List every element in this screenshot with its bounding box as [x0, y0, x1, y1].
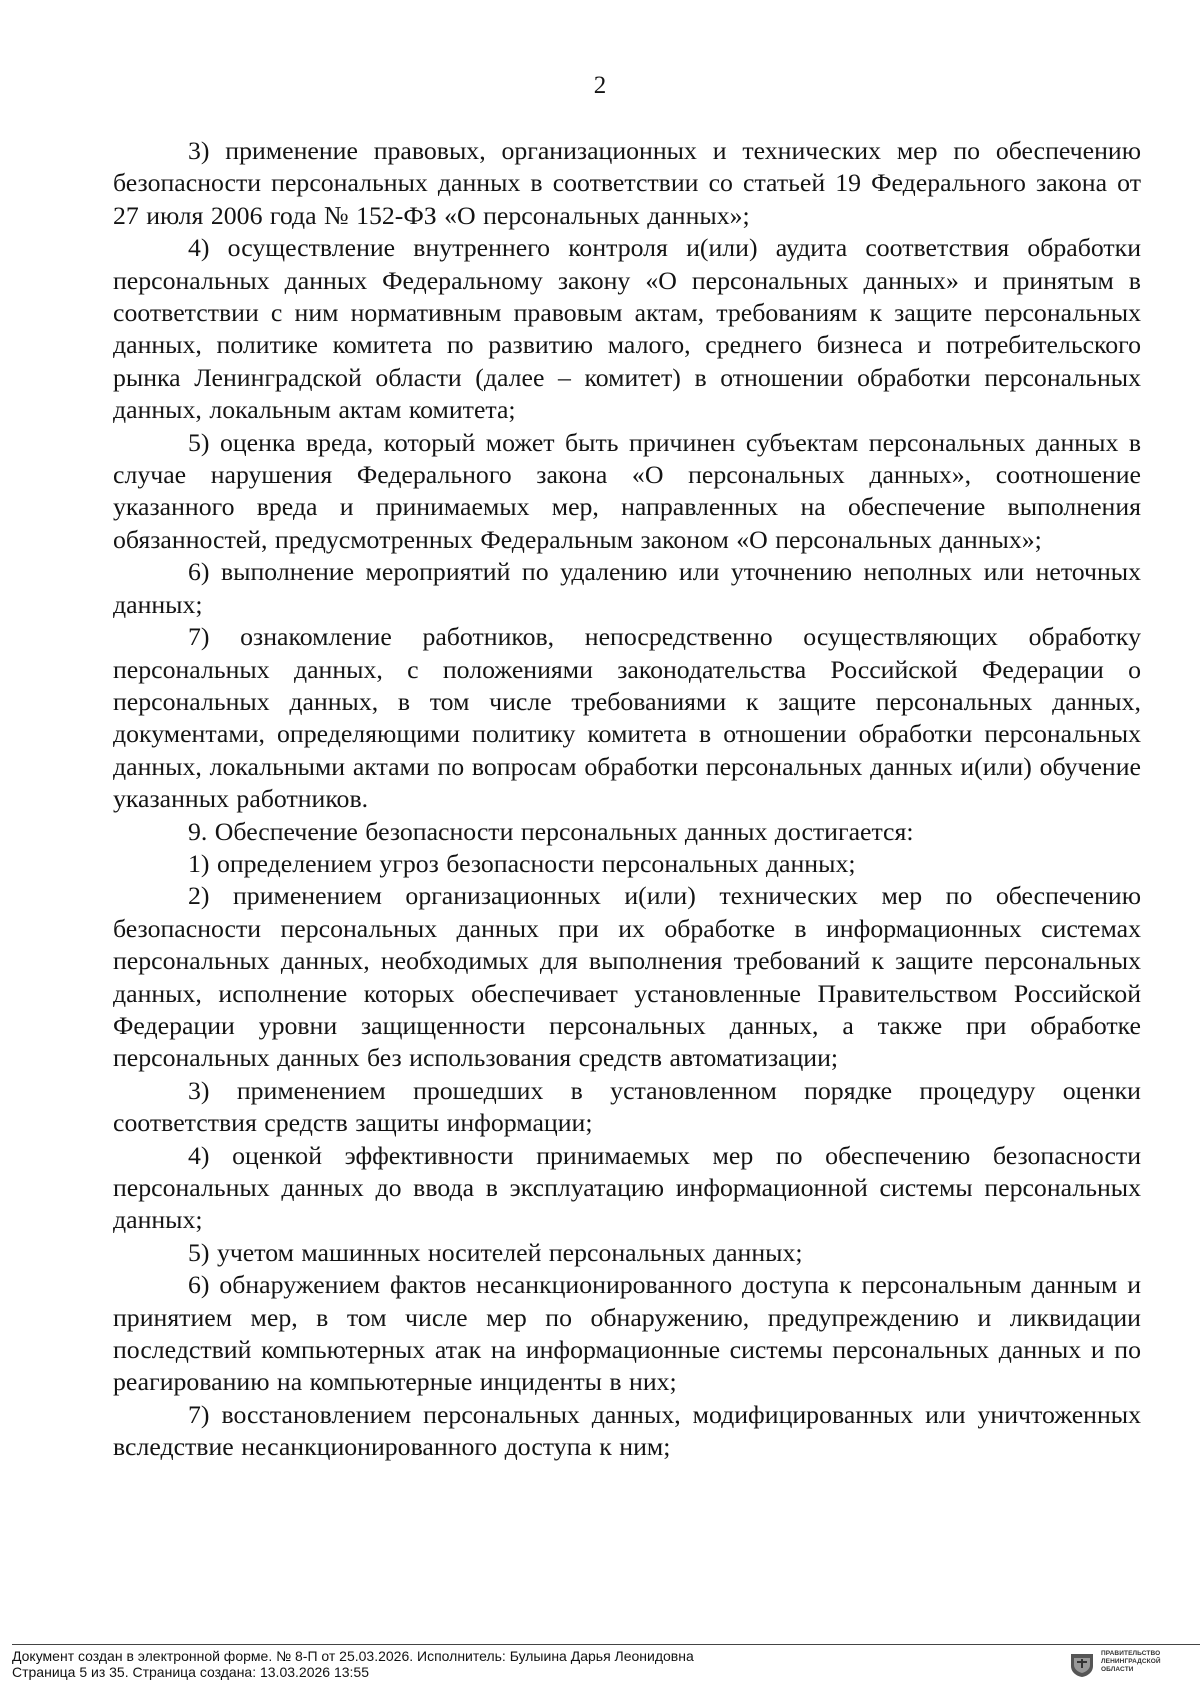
footer-document-info: Документ создан в электронной форме. № 8-П от 25.03.2026. Исполнитель: Булыина Дарья Леонидовна — [12, 1648, 694, 1664]
page-number: 2 — [593, 72, 607, 99]
logo-line-1: ПРАВИТЕЛЬСТВО — [1101, 1650, 1161, 1657]
clause-9-item-2: 2) применением организационных и(или) технических мер по обеспечению безопасности персональных данных при их обработке в информационных системах персональных данных, необходимых для выполнения требований к защите персональных данных, исполнение которых обеспечивает установленные Правительством Российской Федерации уровни защищенности персональных данных, а также при обработке персональных данных без использования средств автоматизации; — [113, 881, 1141, 1073]
clause-9-item-3: 3) применением прошедших в установленном порядке процедуру оценки соответствия средств защиты информации; — [113, 1075, 1141, 1138]
paragraph-item-4: 4) осуществление внутреннего контроля и(или) аудита соответствия обработки персональных данных Федеральному закону «О персональных данных» и принятым в соответствии с ним нормативным правовым актам, требованиям к защите персональных данных, политике комитета по развитию малого, среднего бизнеса и потребительского рынка Ленинградской области (далее – комитет) в отношении обработки персональных данных, локальным актам комитета; — [113, 233, 1141, 425]
footer-stamp — [12, 1648, 1012, 1680]
paragraph-item-7: 7) ознакомление работников, непосредственно осуществляющих обработку персональных данных, с положениями законодательства Российской Федерации о персональных данных, в том числе требованиями к защите персональных данных, документами, определяющими политику комитета в отношении обработки персональных данных, локальными актами по вопросам обработки персональных данных и(или) обучение указанных работников. — [113, 622, 1141, 814]
logo-line-3: ОБЛАСТИ — [1101, 1666, 1134, 1673]
paragraph-item-6: 6) выполнение мероприятий по удалению или уточнению неполных или неточных данных; — [113, 557, 1141, 619]
clause-9-item-4: 4) оценкой эффективности принимаемых мер по обеспечению безопасности персональных данных до ввода в эксплуатацию информационной системы персональных данных; — [113, 1140, 1141, 1235]
document-body — [113, 135, 1141, 1464]
footer-page-info: Страница 5 из 35. Страница создана: 13.03.2026 13:55 — [12, 1664, 369, 1680]
government-logo — [1069, 1650, 1197, 1684]
clause-9-item-1: 1) определением угроз безопасности персональных данных; — [188, 848, 856, 878]
footer-divider — [12, 1644, 1200, 1645]
paragraph-item-5: 5) оценка вреда, который может быть причинен субъектам персональных данных в случае нарушения Федерального закона «О персональных данных», соотношение указанного вреда и принимаемых мер, направленных на обеспечение выполнения обязанностей, предусмотренных Федеральным законом «О персональных данных»; — [113, 427, 1141, 554]
coat-of-arms-icon — [1069, 1652, 1095, 1678]
clause-9-heading: 9. Обеспечение безопасности персональных данных достигается: — [188, 816, 914, 846]
paragraph-item-3: 3) применение правовых, организационных и технических мер по обеспечению безопасности персональных данных в соответствии со статьей 19 Федерального закона от 27 июля 2006 года № 152-ФЗ «О персональных данных»; — [113, 136, 1141, 230]
clause-9-item-7: 7) восстановлением персональных данных, модифицированных или уничтоженных вследствие несанкционированного доступа к ним; — [113, 1399, 1141, 1462]
logo-line-2: ЛЕНИНГРАДСКОЙ — [1101, 1658, 1161, 1665]
logo-caption — [1101, 1650, 1161, 1674]
clause-9-item-6: 6) обнаружением фактов несанкционированного доступа к персональным данным и принятием мер, в том числе мер по обнаружению, предупреждению и ликвидации последствий компьютерных атак на информационные системы персональных данных и по реагированию на компьютерные инциденты в них; — [113, 1270, 1141, 1397]
clause-9-item-5: 5) учетом машинных носителей персональных данных; — [188, 1237, 803, 1267]
